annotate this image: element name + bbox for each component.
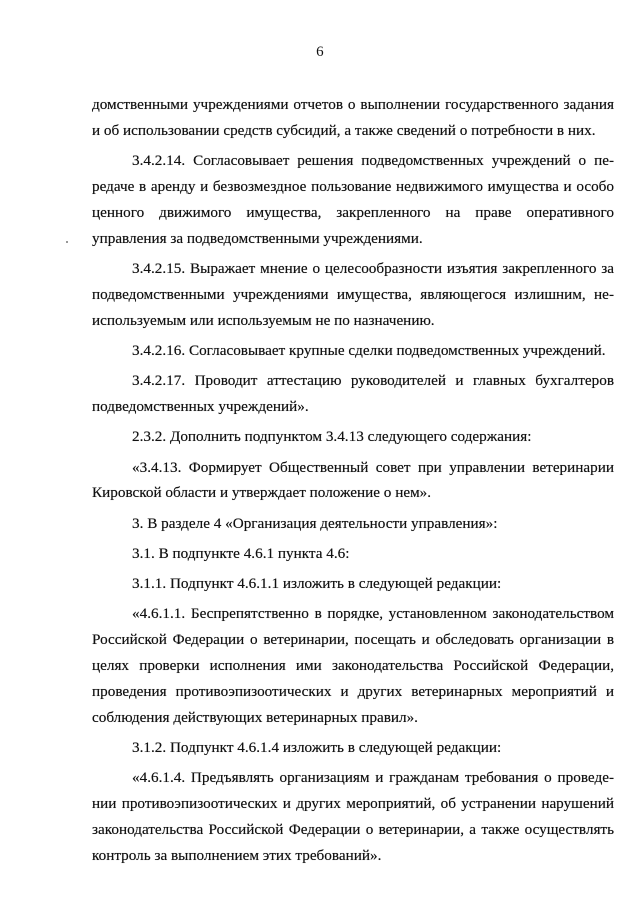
paragraph-3-4-13: «3.4.13. Формирует Общественный совет при управлении ветеринарии Кировской области и утверждает положение о нем».	[92, 458, 614, 502]
paragraph-3-1: 3.1. В подпункте 4.6.1 пункта 4.6:	[132, 544, 350, 562]
paragraph-3-4-2-14: 3.4.2.14. Согласовывает решения подведомственных учреждений о передаче в аренду и безвозмездное пользование недвижимого имущества и особо ценного движимого имущества, закрепленного на праве оперативного управления за подведомственными учреждениями.	[92, 152, 614, 247]
paragraph-4-6-1-4: «4.6.1.4. Предъявлять организациям и гражданам требования о проведении противоэпизоотических и других мероприятий, об устранении нарушений законодательства Российской Федерации о ветеринарии, а также осуществлять контроль за выполнением этих требований».	[92, 769, 614, 865]
paragraph-3-4-2-15: 3.4.2.15. Выражает мнение о целесообразности изъятия закрепленного за подведомственными учреждениями имущества, являющегося излишним, неиспользуемым или используемым не по назначению.	[92, 260, 614, 329]
paragraph-3: 3. В разделе 4 «Организация деятельности управления»:	[132, 514, 498, 532]
paragraph-2-3-2: 2.3.2. Дополнить подпунктом 3.4.13 следующего содержания:	[132, 428, 532, 446]
paragraph-3-1-1: 3.1.1. Подпункт 4.6.1.1 изложить в следующей редакции:	[132, 575, 502, 593]
document-body	[92, 92, 614, 873]
paragraph-continuation: домственными учреждениями отчетов о выполнении государственного задания и об использовании средств субсидий, а также сведений о потребности в них.	[92, 96, 614, 139]
paragraph-4-6-1-1: «4.6.1.1. Беспрепятственно в порядке, установленном законодательством Российской Федерации о ветеринарии, посещать и обследовать организации в целях проверки исполнения ими законодательства Российской Федерации, проведения противоэпизоотических и других ветеринарных мероприятий и соблюдения действующих ветеринарных правил».	[92, 605, 614, 726]
paragraph-3-4-2-17: 3.4.2.17. Проводит аттестацию руководителей и главных бухгалтеров подведомственных учреждений».	[92, 372, 614, 416]
margin-dot	[66, 241, 68, 243]
paragraph-3-4-2-16: 3.4.2.16. Согласовывает крупные сделки подведомственных учреждений.	[132, 342, 606, 360]
paragraph-3-1-2: 3.1.2. Подпункт 4.6.1.4 изложить в следующей редакции:	[132, 739, 502, 757]
page-number: 6	[316, 44, 324, 60]
